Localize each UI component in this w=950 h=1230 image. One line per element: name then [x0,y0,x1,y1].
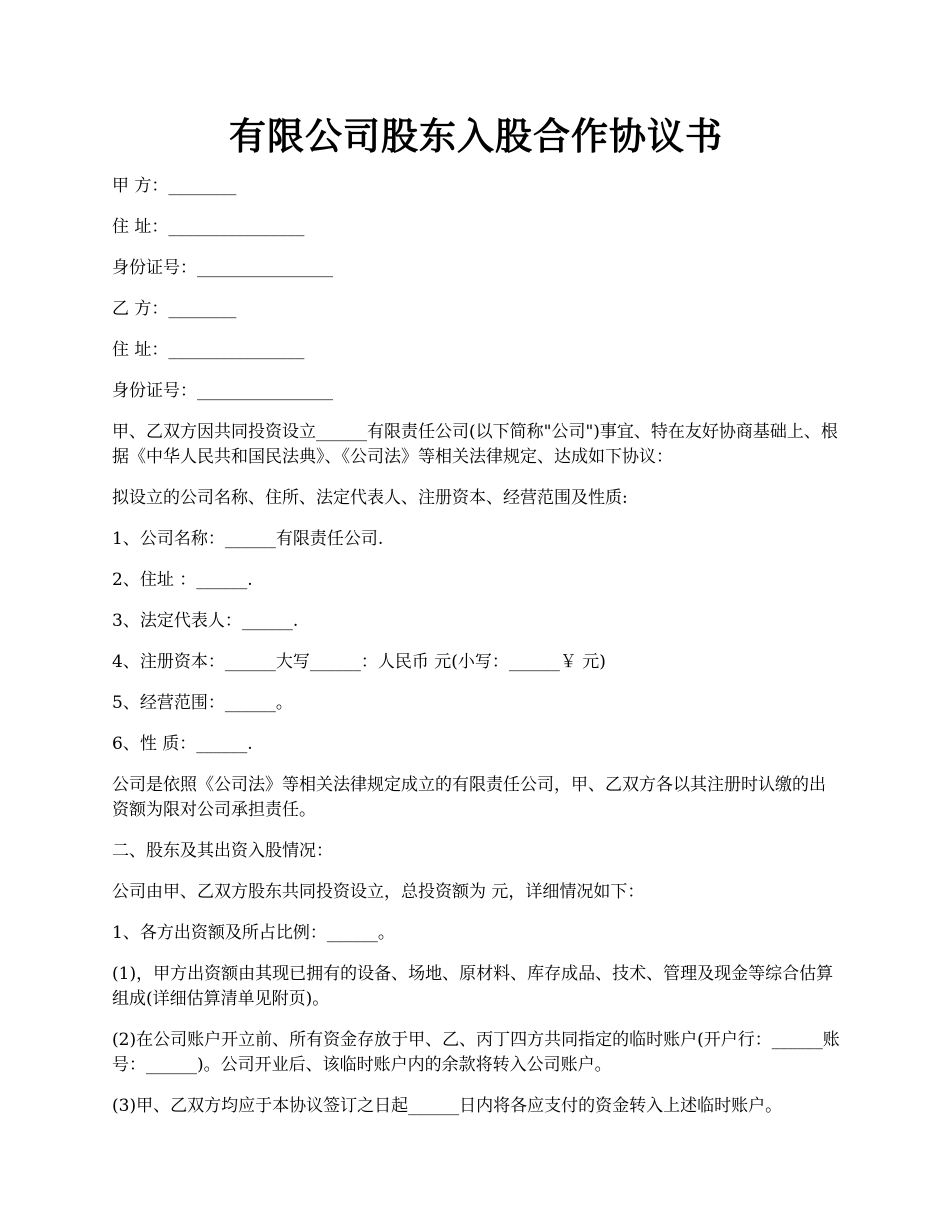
contribution-ratio-item: 1、各方出资额及所占比例：______。 [112,923,395,943]
party-b-name-line: 乙 方：________ [112,299,237,319]
party-a-name-line: 甲 方：________ [112,176,237,196]
company-nature-item: 6、性 质：______. [112,734,253,754]
preamble-paragraph: 甲、乙双方因共同投资设立______有限责任公司(以下简称"公司")事宜、特在友好协商基础上、根据《中华人民共和国民法典》、《公司法》等相关法律规定、达成如下协议： [112,422,838,467]
party-a-id-line: 身份证号：________________ [112,258,333,278]
company-info-heading: 拟设立的公司名称、住所、法定代表人、注册资本、经营范围及性质: [112,488,628,508]
company-address-item: 2、住址 ：______. [112,570,253,590]
business-scope-item: 5、经营范围：______。 [112,693,293,713]
liability-paragraph: 公司是依照《公司法》等相关法律规定成立的有限责任公司，甲、乙双方各以其注册时认缴的出资额为限对公司承担责任。 [112,775,826,820]
document-body [112,174,840,1119]
transfer-deadline-clause: (3)甲、乙双方均应于本协议签订之日起______日内将各应支付的资金转入上述临时账户。 [112,1096,783,1116]
party-a-address-line: 住 址：________________ [112,217,305,237]
party-b-id-line: 身份证号：________________ [112,381,333,401]
temporary-account-clause: (2)在公司账户开立前、所有资金存放于甲、乙、丙丁四方共同指定的临时账户(开户行：______账号：______)。公司开业后、该临时账户内的余款将转入公司账户。 [112,1030,840,1075]
total-investment-paragraph: 公司由甲、乙双方股东共同投资设立，总投资额为 元，详细情况如下： [112,882,645,902]
legal-representative-item: 3、法定代表人：______. [112,611,299,631]
document-title: 有限公司股东入股合作协议书 [229,114,723,158]
party-a-contribution-clause: (1)，甲方出资额由其现已拥有的设备、场地、原材料、库存成品、技术、管理及现金等综合估算组成(详细估算清单见附页)。 [112,964,834,1009]
party-b-address-line: 住 址：________________ [112,340,305,360]
registered-capital-item: 4、注册资本：______大写______：人民币 元(小写：______￥ 元) [112,652,606,672]
company-name-item: 1、公司名称：______有限责任公司. [112,529,384,549]
section-two-heading: 二、股东及其出资入股情况： [112,841,333,861]
